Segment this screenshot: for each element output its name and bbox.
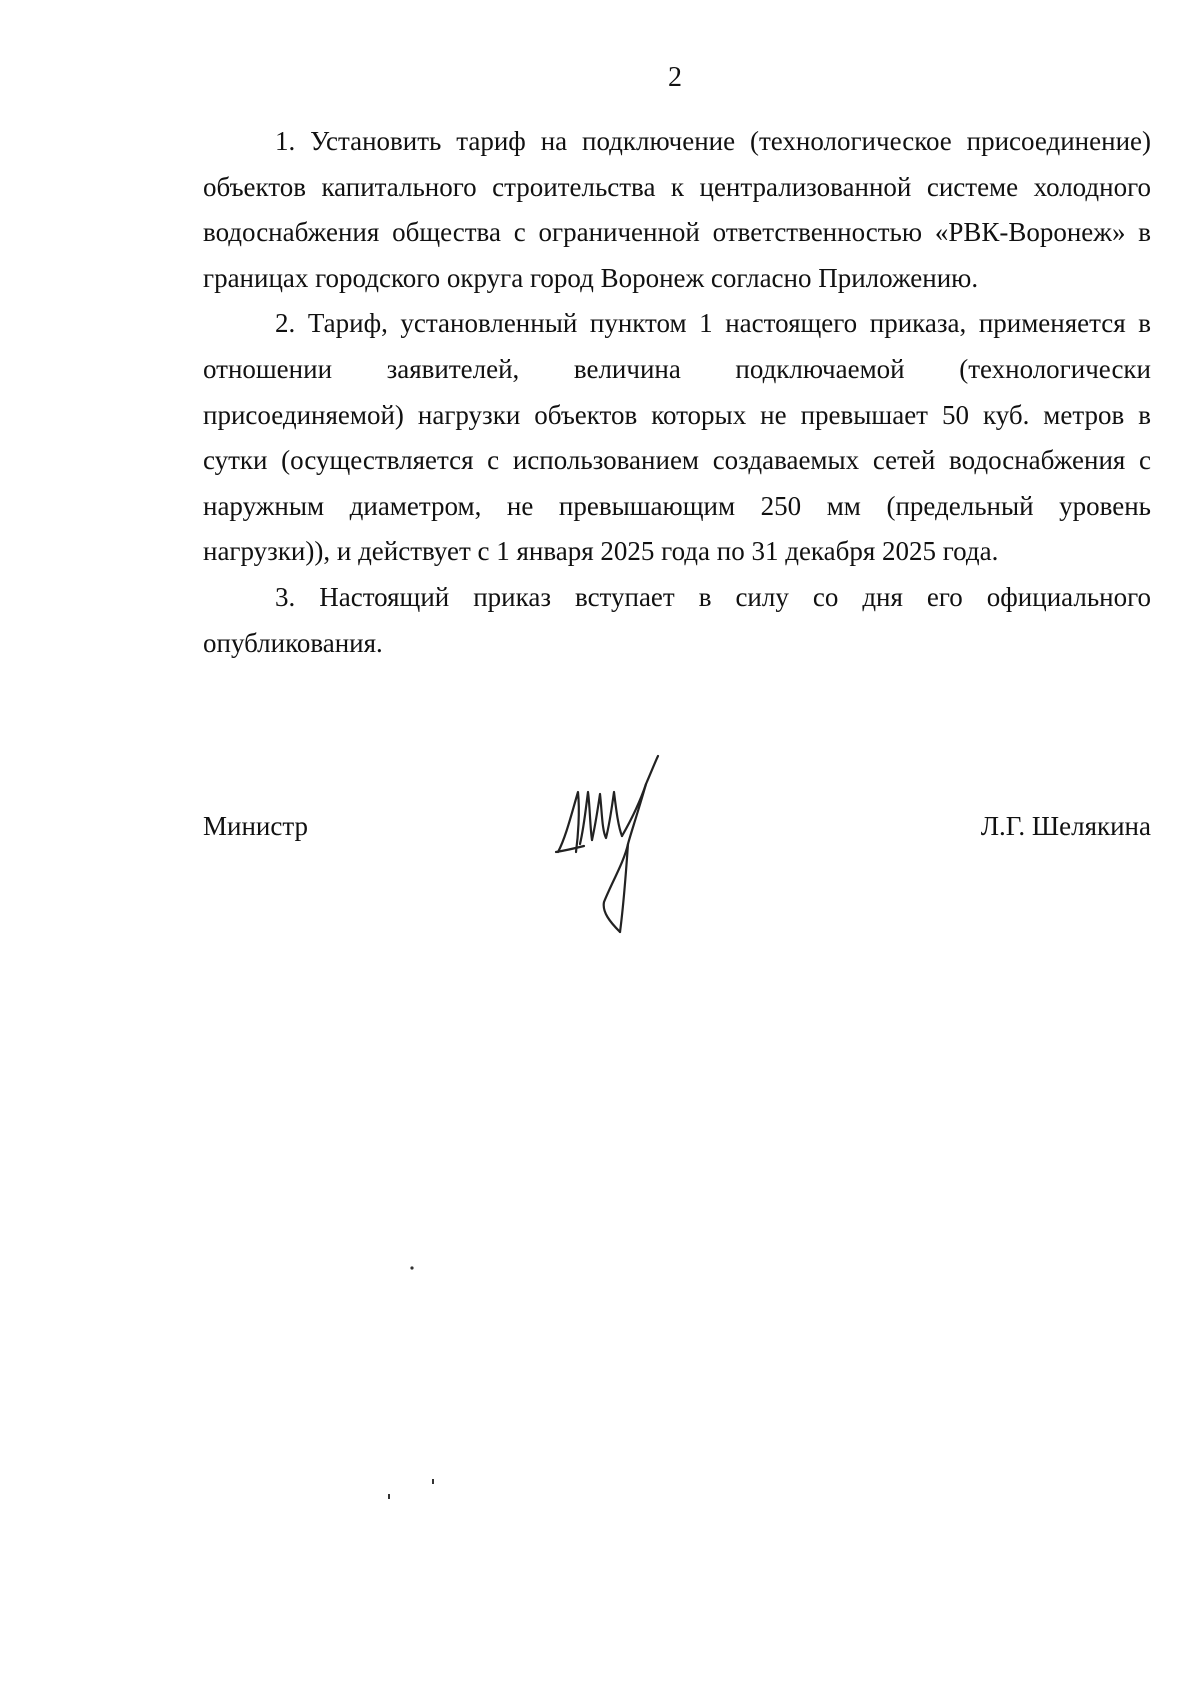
signatory-name: Л.Г. Шелякина <box>980 811 1151 841</box>
paragraph-3: 3. Настоящий приказ вступает в силу со дня его официального опубликования. <box>203 581 1151 658</box>
handwritten-signature <box>548 752 678 942</box>
signatory-title: Министр <box>203 811 308 841</box>
paragraph-2: 2. Тариф, установленный пунктом 1 настоящего приказа, применяется в отношении заявителей, величина подключаемой (технологически присоединяемой) нагрузки объектов которых не превышает 50 куб. метров в сутки (осуществляется с использованием создаваемых сетей водоснабжения с наружным диаметром, не превышающим 250 мм (предельный уровень нагрузки)), и действует с 1 января 2025 года по 31 декабря 2025 года. <box>203 308 1151 567</box>
page-number: 2 <box>668 62 682 93</box>
paragraph-1: 1. Установить тариф на подключение (технологическое присоединение) объектов капитального строительства к централизованной системе холодного водоснабжения общества с ограниченной ответственностью «РВК-Воронеж» в границах городского округа город Воронеж согласно Приложению. <box>203 126 1151 293</box>
document-body <box>203 119 1151 666</box>
